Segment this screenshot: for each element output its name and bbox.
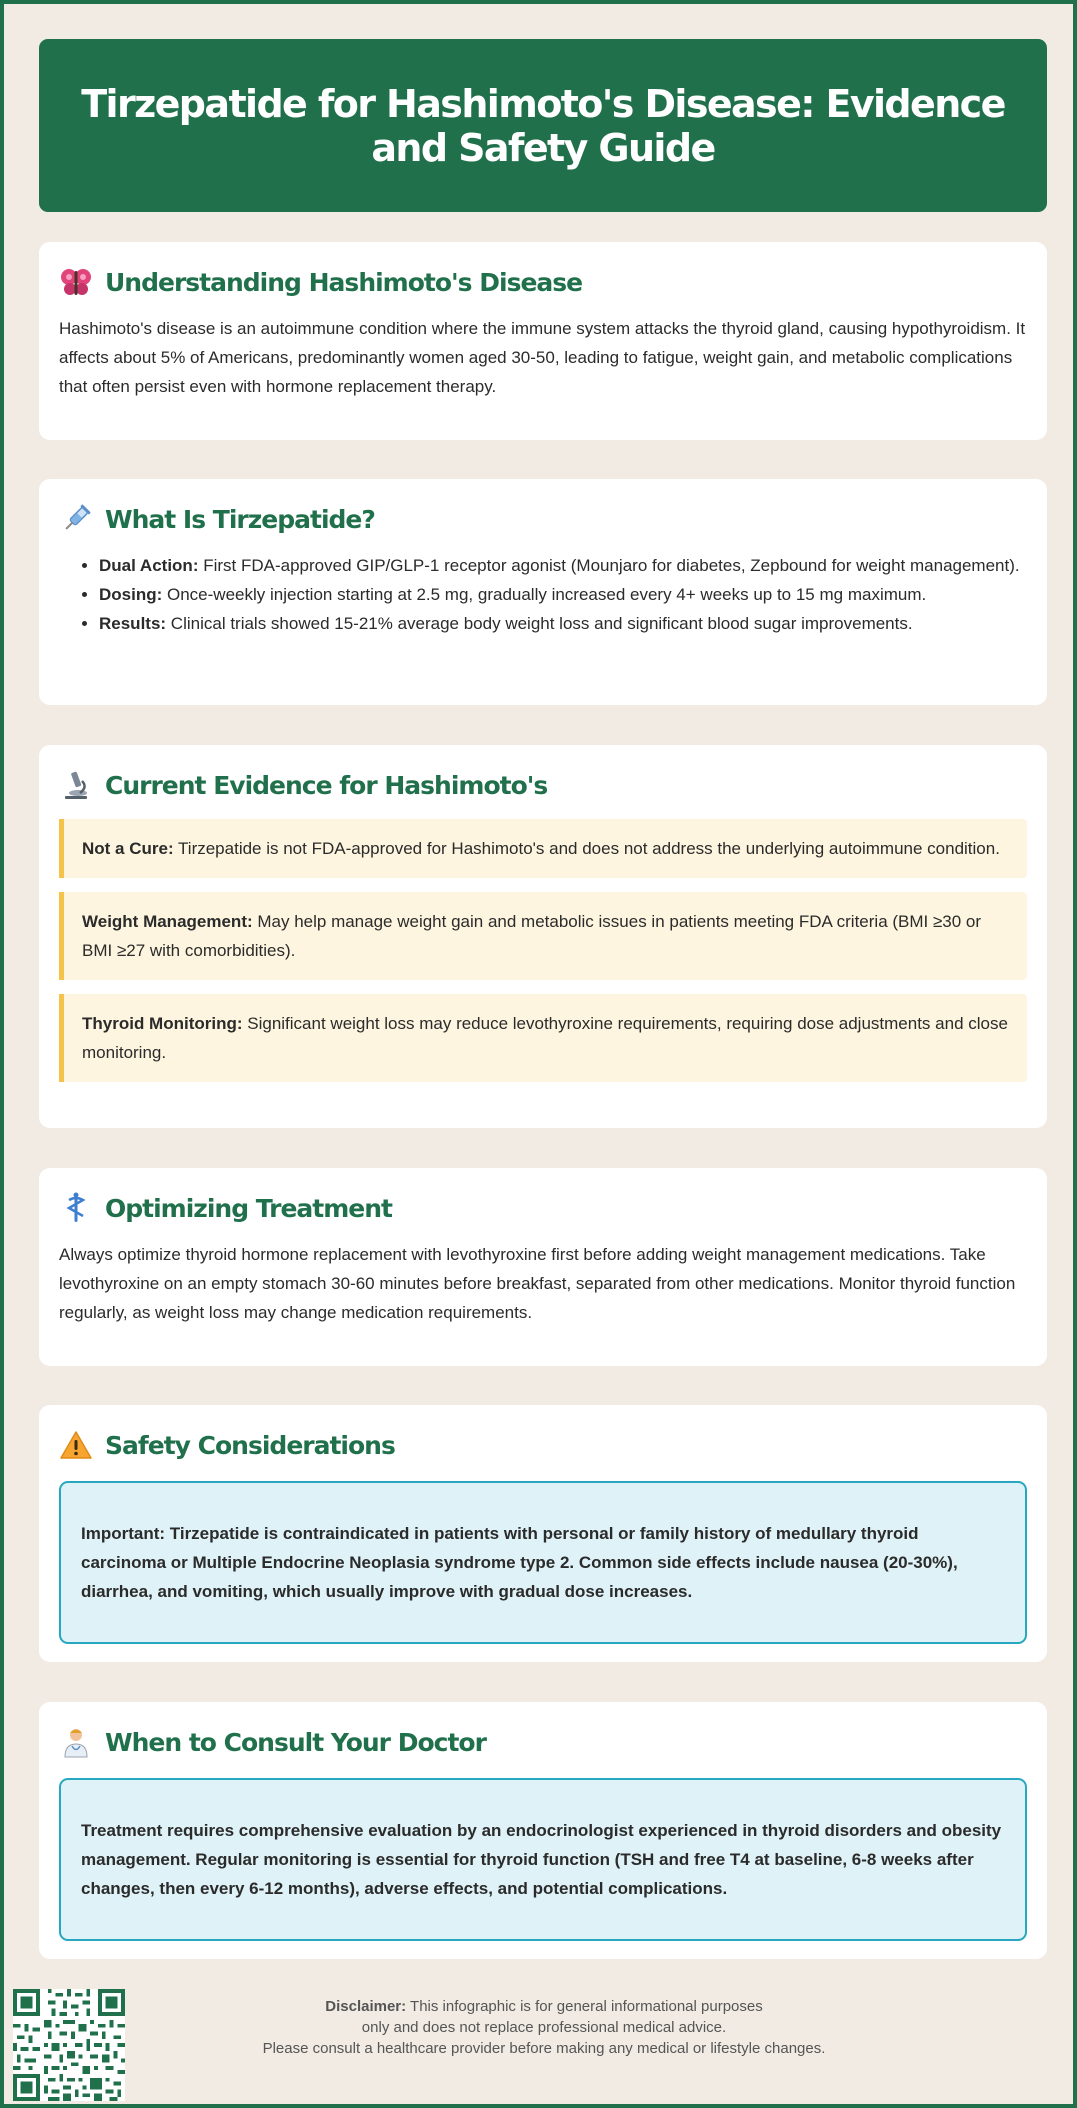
card-optimizing [39,1168,1047,1366]
card-header [59,499,1027,539]
card-header [59,1188,1027,1228]
evidence-note: Weight Management: May help manage weight gain and metabolic issues in patients meeting FDA criteria (BMI ≥30 or BMI ≥27 with comorbidities). [59,892,1027,980]
disclaimer-line: Disclaimer: This infographic is for general informational purposes [325,1998,763,2015]
syringe-icon [59,502,93,536]
disclaimer-label: Disclaimer: [325,1998,407,2015]
page-title: Tirzepatide for Hashimoto's Disease: Evidence and Safety Guide [81,81,1005,170]
list-item: • Dual Action: First FDA-approved GIP/GLP-1 receptor agonist (Mounjaro for diabetes, Zepbound for weight management). [99,551,1027,580]
butterfly-icon [59,265,93,299]
disclaimer-line: Please consult a healthcare provider before making any medical or lifestyle changes. [262,2040,826,2057]
safety-alert: Important: Tirzepatide is contraindicated in patients with personal or family history of medullary thyroid carcinoma or Multiple Endocrine Neoplasia syndrome type 2. Common side effects include nausea (20-30%), diarrhea, and vomiting, which usually improve with gradual dose increases. [59,1481,1027,1644]
card-consult [39,1702,1047,1959]
card-title: Safety Considerations [105,1430,395,1460]
list-item: • Results: Clinical trials showed 15-21% average body weight loss and significant blood sugar improvements. [99,609,1027,638]
card-title: Optimizing Treatment [105,1193,392,1223]
page-header [39,39,1047,212]
caduceus-icon [59,1191,93,1225]
list-item: • Dosing: Once-weekly injection starting at 2.5 mg, gradually increased every 4+ weeks up to 15 mg maximum. [99,580,1027,609]
card-header [59,262,1027,302]
card-body: Always optimize thyroid hormone replacement with levothyroxine first before adding weight management medications. Take levothyroxine on an empty stomach 30-60 minutes before breakfast, separated from other medications. Monitor thyroid function regularly, as weight loss may change medication requirements. [59,1245,1016,1322]
card-safety [39,1405,1047,1662]
card-title: Current Evidence for Hashimoto's [105,770,548,800]
feature-list [59,551,1027,638]
evidence-note: Not a Cure: Tirzepatide is not FDA-approved for Hashimoto's and does not address the underlying autoimmune condition. [59,819,1027,878]
doctor-icon [59,1725,93,1759]
disclaimer [204,1996,884,2059]
card-title: Understanding Hashimoto's Disease [105,267,583,297]
card-header [59,1425,1027,1465]
microscope-icon [59,768,93,802]
card-header [59,1722,1027,1762]
disclaimer-line: only and does not replace professional medical advice. [361,2019,727,2036]
card-evidence [39,745,1047,1128]
consult-alert: Treatment requires comprehensive evaluation by an endocrinologist experienced in thyroid disorders and obesity management. Regular monitoring is essential for thyroid function (TSH and free T4 at baseline, 6-8 weeks after changes, then every 6-12 months), adverse effects, and potential complications. [59,1778,1027,1941]
qr-code-icon [13,1989,125,2101]
card-what-is [39,479,1047,705]
card-understanding [39,242,1047,440]
card-title: When to Consult Your Doctor [105,1727,486,1757]
card-header [59,765,1027,805]
warning-icon [59,1428,93,1462]
card-body: Hashimoto's disease is an autoimmune condition where the immune system attacks the thyroid gland, causing hypothyroidism. It affects about 5% of Americans, predominantly women aged 30-50, leading to fatigue, weight gain, and metabolic complications that often persist even with hormone replacement therapy. [59,319,1026,396]
card-title: What Is Tirzepatide? [105,504,375,534]
evidence-note: Thyroid Monitoring: Significant weight loss may reduce levothyroxine requirements, requiring dose adjustments and close monitoring. [59,994,1027,1082]
